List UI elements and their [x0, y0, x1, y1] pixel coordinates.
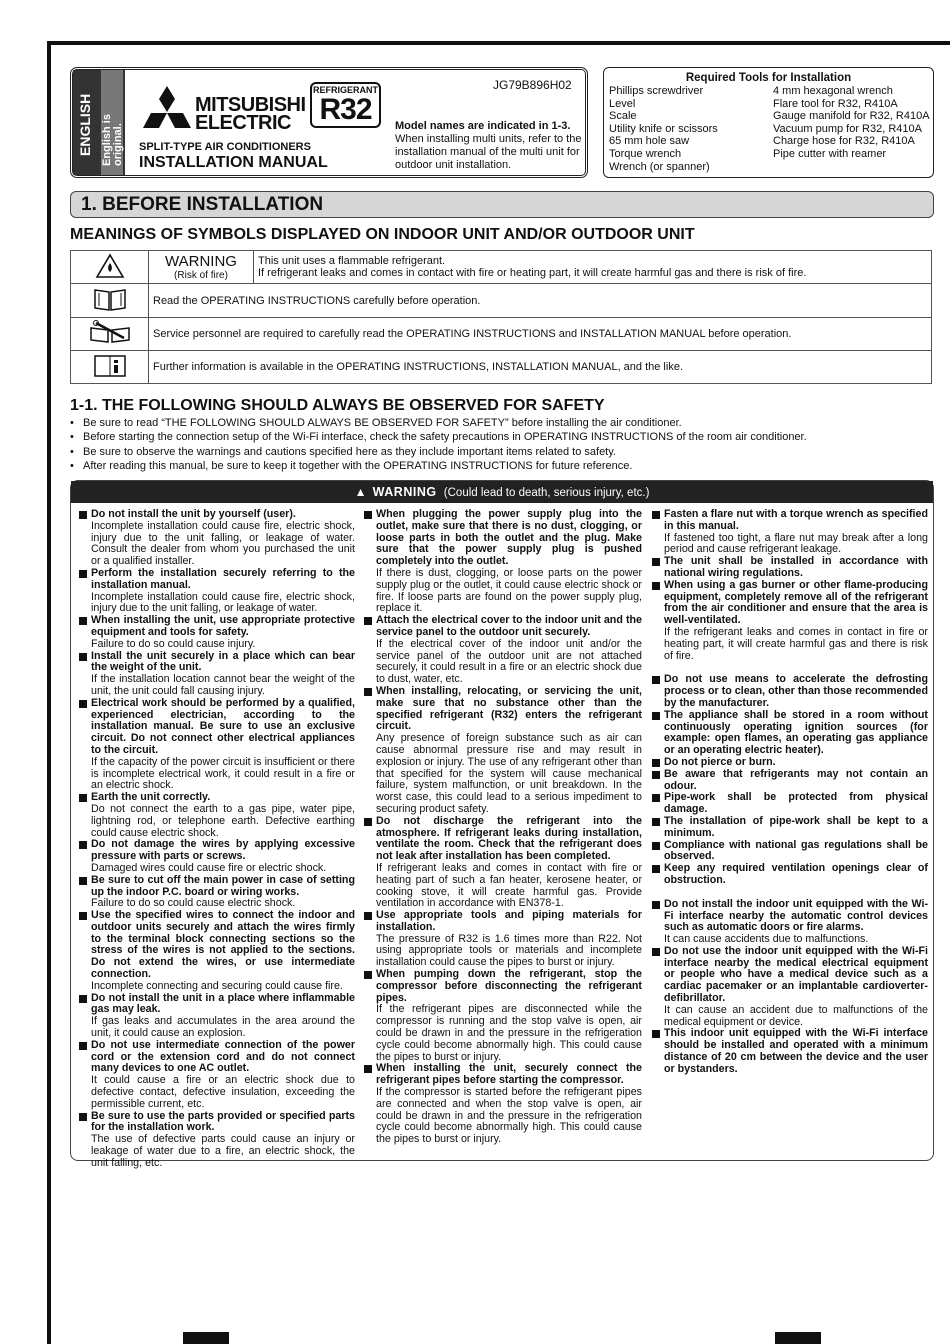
warning-text-cell: This unit uses a flammable refrigerant. If refrigerant leaks and comes in contact with fire or heating part, it will create harmful gas and there is risk of fire. — [254, 251, 932, 284]
information-icon — [71, 351, 149, 384]
warning-item-heading: Do not discharge the refrigerant into the atmosphere. If refrigerant leaks during installation, ventilate the room. Check that the refrigerant does not leak after installation has been completed. — [376, 814, 642, 863]
warning-item-body: Do not connect the earth to a gas pipe, water pipe, lightning rod, or telephone earth. Defective earthing could cause electric shock. — [91, 802, 355, 839]
tools-title: Required Tools for Installation — [685, 72, 852, 84]
warning-item-heading: Be sure to use the parts provided or specified parts for the installation work. — [91, 1109, 355, 1134]
warning-item — [651, 757, 928, 769]
document-subtitle: SPLIT-TYPE AIR CONDITIONERS — [139, 141, 311, 153]
required-tools-box — [603, 67, 934, 178]
warning-item-body: The use of defective parts could cause an injury or leakage of water due to a fire, an electric shock, the unit falling, etc. — [91, 1133, 355, 1169]
warning-item-body: If the electrical cover of the indoor unit and/or the service panel of the outdoor unit are not attached securely, it could result in a fire or an electric shock due to dust, water, etc. — [376, 637, 642, 686]
warning-item-heading: When plugging the power supply plug into the outlet, make sure that there is no dust, clogging, or loose parts in both the outlet and the plug. Make sure that the power supply plug is pushed completely into the outlet. — [376, 508, 642, 568]
warning-item — [78, 792, 355, 839]
warning-item-body: If the refrigerant pipes are disconnected while the compressor is running and the stop valve is open, air could be drawn in and the pressure in the refrigeration cycle could become abnormally high. This could cause the pipes to burst or injury. — [376, 1003, 642, 1063]
warning-item-heading: Compliance with national gas regulations shall be observed. — [664, 838, 928, 863]
warning-item — [363, 1063, 642, 1146]
warning-item — [78, 568, 355, 615]
safety-bullets — [70, 416, 807, 473]
list-item: • Be sure to observe the warnings and cautions specified here as they include important items related to safety. — [70, 445, 807, 459]
language-strip — [73, 70, 125, 175]
warning-item-body: Damaged wires could cause fire or electric shock. — [91, 861, 327, 874]
warning-item — [651, 840, 928, 864]
warning-box — [70, 480, 934, 1169]
warning-item-heading: Do not use intermediate connection of the power cord or the extension cord and do not connect many devices to one AC outlet. — [91, 1038, 355, 1075]
warning-item — [363, 509, 642, 615]
warning-item — [651, 710, 928, 757]
warning-item — [78, 615, 355, 650]
list-item: • After reading this manual, be sure to keep it together with the OPERATING INSTRUCTIONS for future reference. — [70, 459, 807, 473]
document-code: JG79B896H02 — [493, 78, 572, 92]
warning-item-heading: Do not install the unit by yourself (user). — [91, 508, 296, 520]
warning-item-body: Incomplete installation could cause fire, electric shock, injury due to the unit falling, or leakage of water. Consult the dealer from whom you purchased the unit or a qualified installer. — [91, 519, 355, 568]
warning-item-body: Failure to do so could cause injury. — [91, 637, 256, 650]
warning-item — [651, 946, 928, 1029]
language-note: English is original. — [101, 114, 124, 166]
warning-column-3 — [651, 509, 928, 1076]
fire-warning-icon — [71, 251, 149, 284]
warning-item-heading: Keep any required ventilation openings clear of obstruction. — [664, 862, 928, 886]
warning-item-heading: Be sure to cut off the main power in case of setting up the indoor P.C. board or wiring works. — [91, 873, 355, 898]
brand-name: MITSUBISHI ELECTRIC — [195, 94, 306, 134]
warning-item-heading: Do not pierce or burn. — [664, 755, 776, 768]
mitsubishi-diamonds-logo — [139, 84, 195, 132]
warning-item — [363, 615, 642, 686]
warning-label-cell: WARNING (Risk of fire) — [149, 251, 254, 284]
warning-item-heading: The appliance shall be stored in a room without continuously operating ignition sources (for example: open flames, an operating gas appliance or an operating electric heater). — [664, 708, 928, 757]
warning-item-heading: Earth the unit correctly. — [91, 791, 211, 804]
warning-bar: ▲ WARNING (Could lead to death, serious injury, etc.) — [71, 481, 933, 503]
warning-item-heading: Do not use means to accelerate the defrosting process or to clean, other than those recommended by the manufacturer. — [664, 673, 928, 709]
warning-triangle-icon: ▲ — [354, 485, 367, 499]
warning-item — [363, 686, 642, 816]
warning-item-body: If the installation location cannot bear the weight of the unit, the unit could fall causing injury. — [91, 673, 355, 697]
warning-item — [78, 651, 355, 698]
document-title: INSTALLATION MANUAL — [139, 154, 328, 171]
warning-item-heading: Install the unit securely in a place which can bear the weight of the unit. — [91, 649, 355, 674]
warning-item — [78, 698, 355, 792]
warning-item-body: If refrigerant leaks and comes in contact with fire or heating part of such a fan heater, kerosene heater, or cooking stove, it will create harmful gas. Provide ventilation in accordance with EN378-1. — [376, 861, 642, 910]
warning-item — [651, 899, 928, 946]
warning-item — [651, 816, 928, 840]
warning-item — [363, 969, 642, 1063]
warning-item-heading: Attach the electrical cover to the indoor unit and the service panel to the outdoor unit securely. — [376, 614, 642, 638]
warning-item — [78, 1040, 355, 1111]
warning-item-heading: Fasten a flare nut with a torque wrench as specified in this manual. — [664, 508, 928, 532]
warning-item — [363, 816, 642, 910]
warning-item — [651, 769, 928, 793]
safety-heading: 1-1. THE FOLLOWING SHOULD ALWAYS BE OBSERVED FOR SAFETY — [70, 397, 605, 414]
page-frame-top — [47, 41, 950, 45]
warning-item — [651, 556, 928, 580]
warning-item-body: The pressure of R32 is 1.6 times more than R22. Not using appropriate tools or materials and incomplete installation could cause the pipes to burst or injury. — [376, 932, 642, 969]
warning-item-body: If there is dust, clogging, or loose parts on the power supply plug or the outlet, it could cause electric shock or fire. If loose parts are found on the power supply plug, replace it. — [376, 566, 642, 615]
warning-item-heading: Do not install the indoor unit equipped with the Wi-Fi interface nearby the automatic control devices such as automatic doors or fire alarms. — [664, 897, 928, 934]
warning-item — [78, 993, 355, 1040]
warning-item — [651, 792, 928, 816]
warning-item-body: If the refrigerant leaks and comes in contact in fire or heating part, it will create harmful gas and there is risk of fire. — [664, 625, 928, 662]
operating-manual-icon — [71, 284, 149, 318]
warning-item-heading: Do not use the indoor unit equipped with the Wi-Fi interface nearby the medical electrical equipment or people who have a medical device such as a cardiac pacemaker or an implantable cardioverter-defibrillator. — [664, 944, 928, 1005]
warning-item-heading: Pipe-work shall be protected from physical damage. — [664, 791, 928, 816]
warning-column-2 — [363, 509, 642, 1146]
warning-item-body: It can cause an accident due to malfunctions of the medical equipment or device. — [664, 1003, 928, 1028]
list-item: • Be sure to read “THE FOLLOWING SHOULD ALWAYS BE OBSERVED FOR SAFETY” before installing the air conditioner. — [70, 416, 807, 430]
warning-column-1 — [78, 509, 355, 1170]
warning-item-heading: When using a gas burner or other flame-producing equipment, completely remove all of the refrigerant from the air conditioner and ensure that the area is well-ventilated. — [664, 578, 928, 627]
symbols-heading: MEANINGS OF SYMBOLS DISPLAYED ON INDOOR UNIT AND/OR OUTDOOR UNIT — [70, 226, 695, 243]
warning-item-body: If the capacity of the power circuit is insufficient or there is incomplete electrical work, it could result in a fire or an electric shock. — [91, 755, 355, 792]
manual-text-cell: Read the OPERATING INSTRUCTIONS carefully before operation. — [149, 284, 932, 318]
warning-item-heading: When installing, relocating, or servicing the unit, make sure that no substance other than the specified refrigerant (R32) enters the refrigerant circuit. — [376, 684, 642, 733]
list-item: • Before starting the connection setup of the Wi-Fi interface, check the safety precautions in OPERATING INSTRUCTIONS of the room air conditioner. — [70, 430, 807, 444]
warning-item — [78, 509, 355, 568]
warning-item-body: It could cause a fire or an electric shock due to defective contact, defective insulation, exceeding the permissible current, etc. — [91, 1074, 355, 1110]
footer-tab-left — [183, 1332, 229, 1344]
symbols-table — [70, 250, 932, 384]
warning-item-body: It can cause accidents due to malfunctions. — [664, 933, 869, 946]
warning-item-heading: The installation of pipe-work shall be kept to a minimum. — [664, 814, 928, 839]
service-manual-icon — [71, 318, 149, 351]
warning-item-heading: When installing the unit, use appropriate protective equipment and tools for safety. — [91, 614, 355, 638]
section-title: 1. BEFORE INSTALLATION — [70, 191, 934, 218]
warning-item-heading: Use the specified wires to connect the indoor and outdoor units securely and attach the wires firmly to the terminal block connecting sections so the stress of the wires is not applied to the sections. Do not extend the wires, or use intermediate connection. — [91, 909, 355, 981]
warning-item — [651, 863, 928, 887]
tools-left-list: Phillips screwdriver Level Scale Utility knife or scissors 65 mm hole saw Torque wrench Wrench (or spanner) — [609, 85, 718, 173]
warning-item-heading: Do not install the unit in a place where inflammable gas may leak. — [91, 991, 355, 1016]
page-frame-left — [47, 41, 51, 1344]
warning-item — [78, 839, 355, 874]
warning-item-body: If gas leaks and accumulates in the area around the unit, it could cause an explosion. — [91, 1015, 355, 1040]
warning-item-heading: Perform the installation securely referring to the installation manual. — [91, 566, 355, 591]
warning-item-heading: Use appropriate tools and piping materials for installation. — [376, 909, 642, 933]
warning-item-body: If the compressor is started before the refrigerant pipes are connected and when the stop valve is open, air could be drawn in and the pressure in the refrigeration cycle could become abnormally high. This could cause the pipes to burst or injury. — [376, 1086, 642, 1146]
info-text-cell: Further information is available in the OPERATING INSTRUCTIONS, INSTALLATION MANUAL, and the like. — [149, 351, 932, 384]
language-label: ENGLISH — [77, 93, 93, 156]
warning-item — [651, 1028, 928, 1075]
warning-item — [78, 910, 355, 993]
warning-item — [651, 580, 928, 663]
warning-item-body: If fastened too tight, a flare nut may break after a long period and cause refrigerant leakage. — [664, 531, 928, 556]
warning-item-heading: This indoor unit equipped with the Wi-Fi interface should be installed and operated with a minimum distance of 20 cm between the device and the user or bystanders. — [664, 1027, 928, 1075]
warning-item-body: Incomplete connecting and securing could cause fire. — [91, 979, 343, 992]
footer-tab-right — [775, 1332, 821, 1344]
refrigerant-badge: REFRIGERANT R32 — [310, 82, 381, 128]
warning-item-heading: When installing the unit, securely connect the refrigerant pipes before starting the compressor. — [376, 1062, 642, 1087]
warning-item-body: Failure to do so could cause electric shock. — [91, 897, 296, 910]
warning-item-heading: The unit shall be installed in accordance with national wiring regulations. — [664, 555, 928, 579]
service-text-cell: Service personnel are required to carefully read the OPERATING INSTRUCTIONS and INSTALLATION MANUAL before operation. — [149, 318, 932, 351]
warning-item — [78, 1111, 355, 1170]
warning-item — [651, 509, 928, 556]
warning-item-heading: When pumping down the refrigerant, stop the compressor before disconnecting the refrigerant pipes. — [376, 968, 642, 1004]
manual-header — [70, 67, 588, 178]
warning-item-heading: Be aware that refrigerants may not contain an odour. — [664, 767, 928, 792]
warning-item — [363, 910, 642, 969]
warning-item-body: Incomplete installation could cause fire, electric shock, injury due to the unit falling, or leakage of water. — [91, 590, 355, 615]
model-note: Model names are indicated in 1-3. When installing multi units, refer to the installation manual of the multi unit for outdoor unit installation. — [395, 120, 582, 171]
warning-item-heading: Do not damage the wires by applying excessive pressure with parts or screws. — [91, 838, 355, 863]
warning-item — [651, 674, 928, 709]
tools-right-list: 4 mm hexagonal wrench Flare tool for R32, R410A Gauge manifold for R32, R410A Vacuum pump for R32, R410A Charge hose for R32, R410A Pipe cutter with reamer — [773, 85, 930, 160]
warning-item-body: Any presence of foreign substance such as air can cause abnormal pressure rise and may result in explosion or injury. The use of any refrigerant other than that specified for the system will cause mechanical failure, system malfunction, or unit breakdown. In the worst case, this could lead to a serious impediment to securing product safety. — [376, 732, 642, 815]
warning-item — [78, 875, 355, 910]
warning-item-heading: Electrical work should be performed by a qualified, experienced electrician, according to the installation manual. Be sure to use an exclusive circuit. Do not connect other electrical appliances to the circuit. — [91, 696, 355, 756]
